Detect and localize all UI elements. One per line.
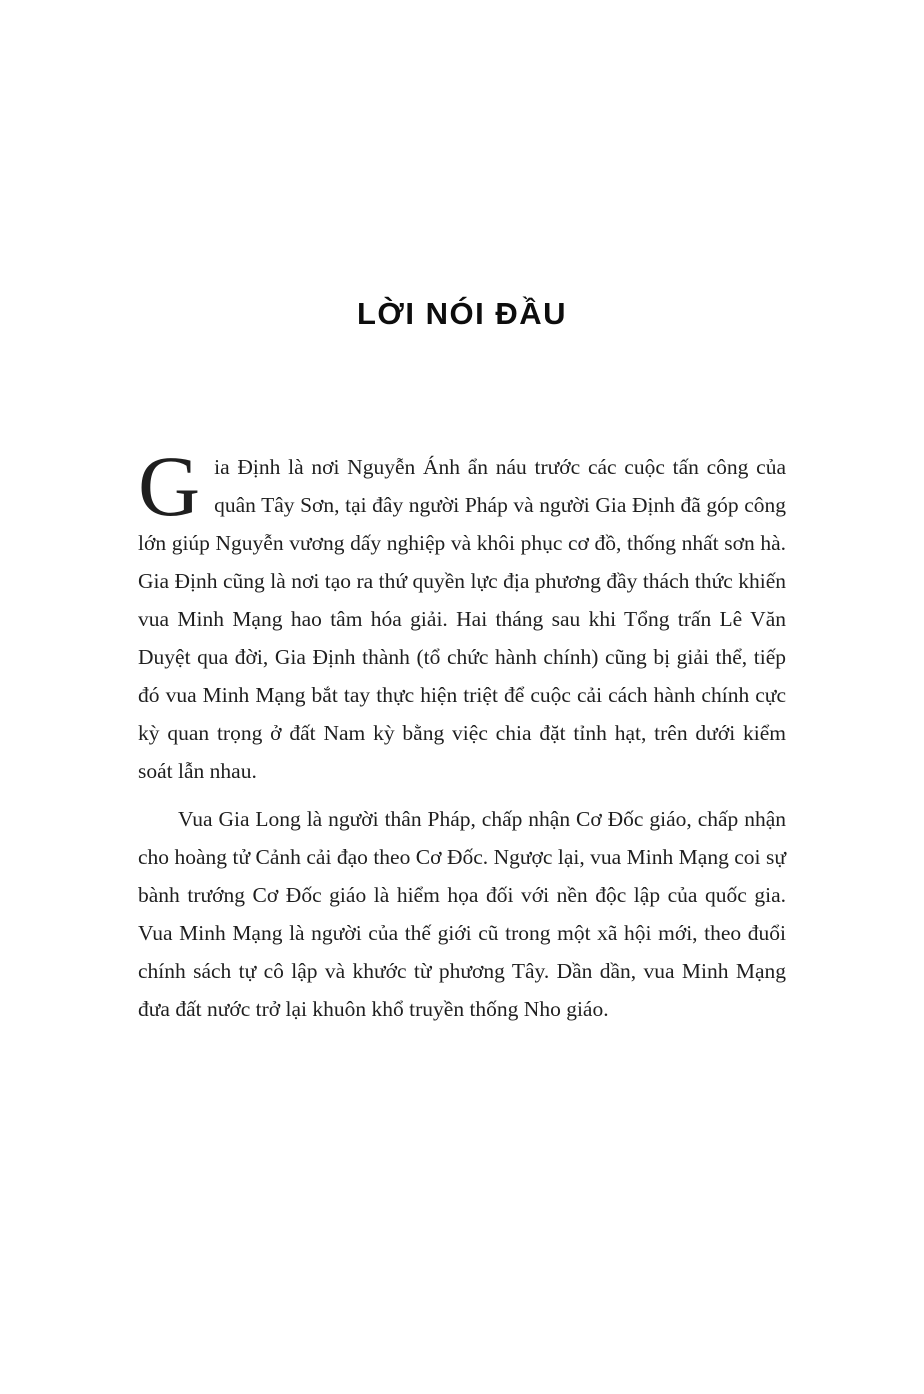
paragraph-2: Vua Gia Long là người thân Pháp, chấp nhận Cơ Đốc giáo, chấp nhận cho hoàng tử Cảnh cải đạo theo Cơ Đốc. Ngược lại, vua Minh Mạng coi sự bành trướng Cơ Đốc giáo là hiểm họa đối với nền độc lập của quốc gia. Vua Minh Mạng là người của thế giới cũ trong một xã hội mới, theo đuổi chính sách tự cô lập và khước từ phương Tây. Dần dần, vua Minh Mạng đưa đất nước trở lại khuôn khổ truyền thống Nho giáo. [138, 807, 786, 1021]
body-text [138, 438, 786, 1028]
paragraph-1 [138, 438, 786, 790]
drop-cap: G [138, 438, 201, 534]
chapter-title: LỜI NÓI ĐẦU [357, 296, 567, 331]
paragraph-1-text: ia Định là nơi Nguyễn Ánh ẩn náu trước các cuộc tấn công của quân Tây Sơn, tại đây người Pháp và người Gia Định đã góp công lớn giúp Nguyễn vương dấy nghiệp và khôi phục cơ đồ, thống nhất sơn hà. Gia Định cũng là nơi tạo ra thứ quyền lực địa phương đầy thách thức khiến vua Minh Mạng hao tâm hóa giải. Hai tháng sau khi Tổng trấn Lê Văn Duyệt qua đời, Gia Định thành (tổ chức hành chính) cũng bị giải thể, tiếp đó vua Minh Mạng bắt tay thực hiện triệt để cuộc cải cách hành chính cực kỳ quan trọng ở đất Nam kỳ bằng việc chia đặt tỉnh hạt, trên dưới kiểm soát lẫn nhau. [138, 455, 786, 783]
